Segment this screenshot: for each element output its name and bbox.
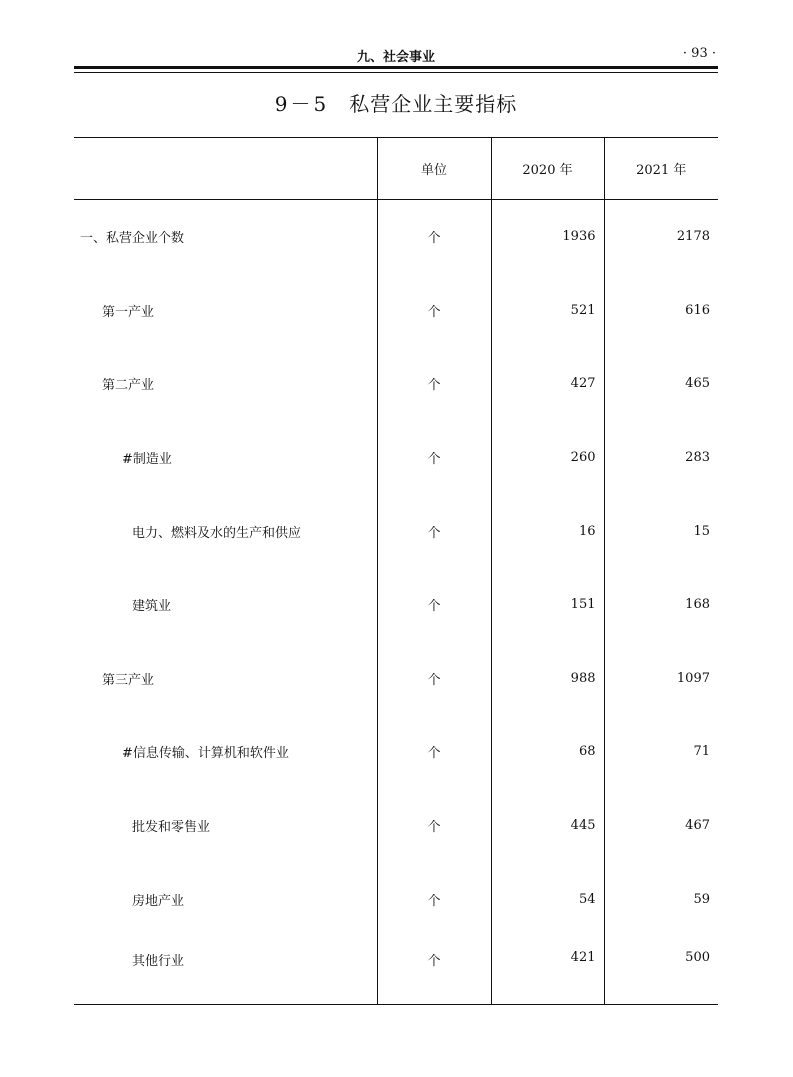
row-value-2021: 15: [604, 494, 718, 568]
table-row: [74, 568, 718, 642]
row-value-2020: 445: [491, 789, 604, 863]
row-unit: 个: [377, 568, 491, 642]
table-row: [74, 421, 718, 495]
row-value-2020: 521: [491, 274, 604, 348]
row-label: 房地产业: [132, 893, 185, 909]
indicator-table: [74, 137, 718, 1005]
row-value-2021: 168: [604, 568, 718, 642]
running-header: [74, 44, 718, 64]
row-value-2020: 988: [491, 642, 604, 716]
row-label: 其他行业: [74, 936, 377, 1005]
row-value-2021: 59: [604, 862, 718, 936]
row-unit: 个: [377, 642, 491, 716]
table-title: [74, 88, 718, 117]
row-label: 第一产业: [102, 304, 155, 320]
row-unit: 个: [377, 421, 491, 495]
header-rule-thin: [74, 72, 718, 73]
row-label: 建筑业: [132, 599, 172, 615]
table-title-text: 私营企业主要指标: [349, 92, 518, 116]
row-unit: 个: [377, 200, 491, 274]
row-label: 第三产业: [102, 672, 155, 688]
header-rule-thick: [74, 66, 718, 69]
column-header-2020: 2020 年: [491, 138, 604, 200]
table-row: [74, 789, 718, 863]
row-unit: 个: [377, 715, 491, 789]
row-label: 第二产业: [102, 378, 155, 394]
row-label: #信息传输、计算机和软件业: [122, 746, 289, 762]
table-header-row: [74, 138, 718, 200]
row-unit: 个: [377, 347, 491, 421]
table-row: [74, 642, 718, 716]
row-value-2021: 1097: [604, 642, 718, 716]
row-unit: 个: [377, 789, 491, 863]
row-unit: 个: [377, 274, 491, 348]
row-value-2020: 260: [491, 421, 604, 495]
table-row: [74, 494, 718, 568]
column-header-unit: 单位: [377, 138, 491, 200]
row-value-2020: 421: [491, 936, 604, 1005]
column-header-item: [74, 138, 377, 200]
row-value-2021: 71: [604, 715, 718, 789]
row-value-2021: 500: [604, 936, 718, 1005]
table-number: 9－5: [274, 92, 330, 116]
row-label: 电力、燃料及水的生产和供应: [132, 525, 302, 541]
row-label: #制造业: [122, 452, 172, 468]
page-number: · 93 ·: [682, 46, 716, 61]
table-row: [74, 936, 718, 1005]
table-row: [74, 715, 718, 789]
row-unit: 个: [377, 862, 491, 936]
table-row: [74, 347, 718, 421]
section-title: 九、社会事业: [356, 50, 435, 65]
row-unit: 个: [377, 936, 491, 1005]
column-header-2021: 2021 年: [604, 138, 718, 200]
table-row: [74, 862, 718, 936]
row-value-2020: 68: [491, 715, 604, 789]
table-row: [74, 274, 718, 348]
row-unit: 个: [377, 494, 491, 568]
row-value-2021: 465: [604, 347, 718, 421]
row-value-2020: 16: [491, 494, 604, 568]
row-value-2020: 1936: [491, 200, 604, 274]
table-row: [74, 200, 718, 274]
row-value-2020: 54: [491, 862, 604, 936]
row-value-2020: 151: [491, 568, 604, 642]
row-value-2021: 2178: [604, 200, 718, 274]
row-value-2020: 427: [491, 347, 604, 421]
row-value-2021: 283: [604, 421, 718, 495]
row-label: 一、私营企业个数: [80, 231, 185, 247]
row-value-2021: 616: [604, 274, 718, 348]
row-label: 批发和零售业: [132, 820, 211, 836]
row-value-2021: 467: [604, 789, 718, 863]
